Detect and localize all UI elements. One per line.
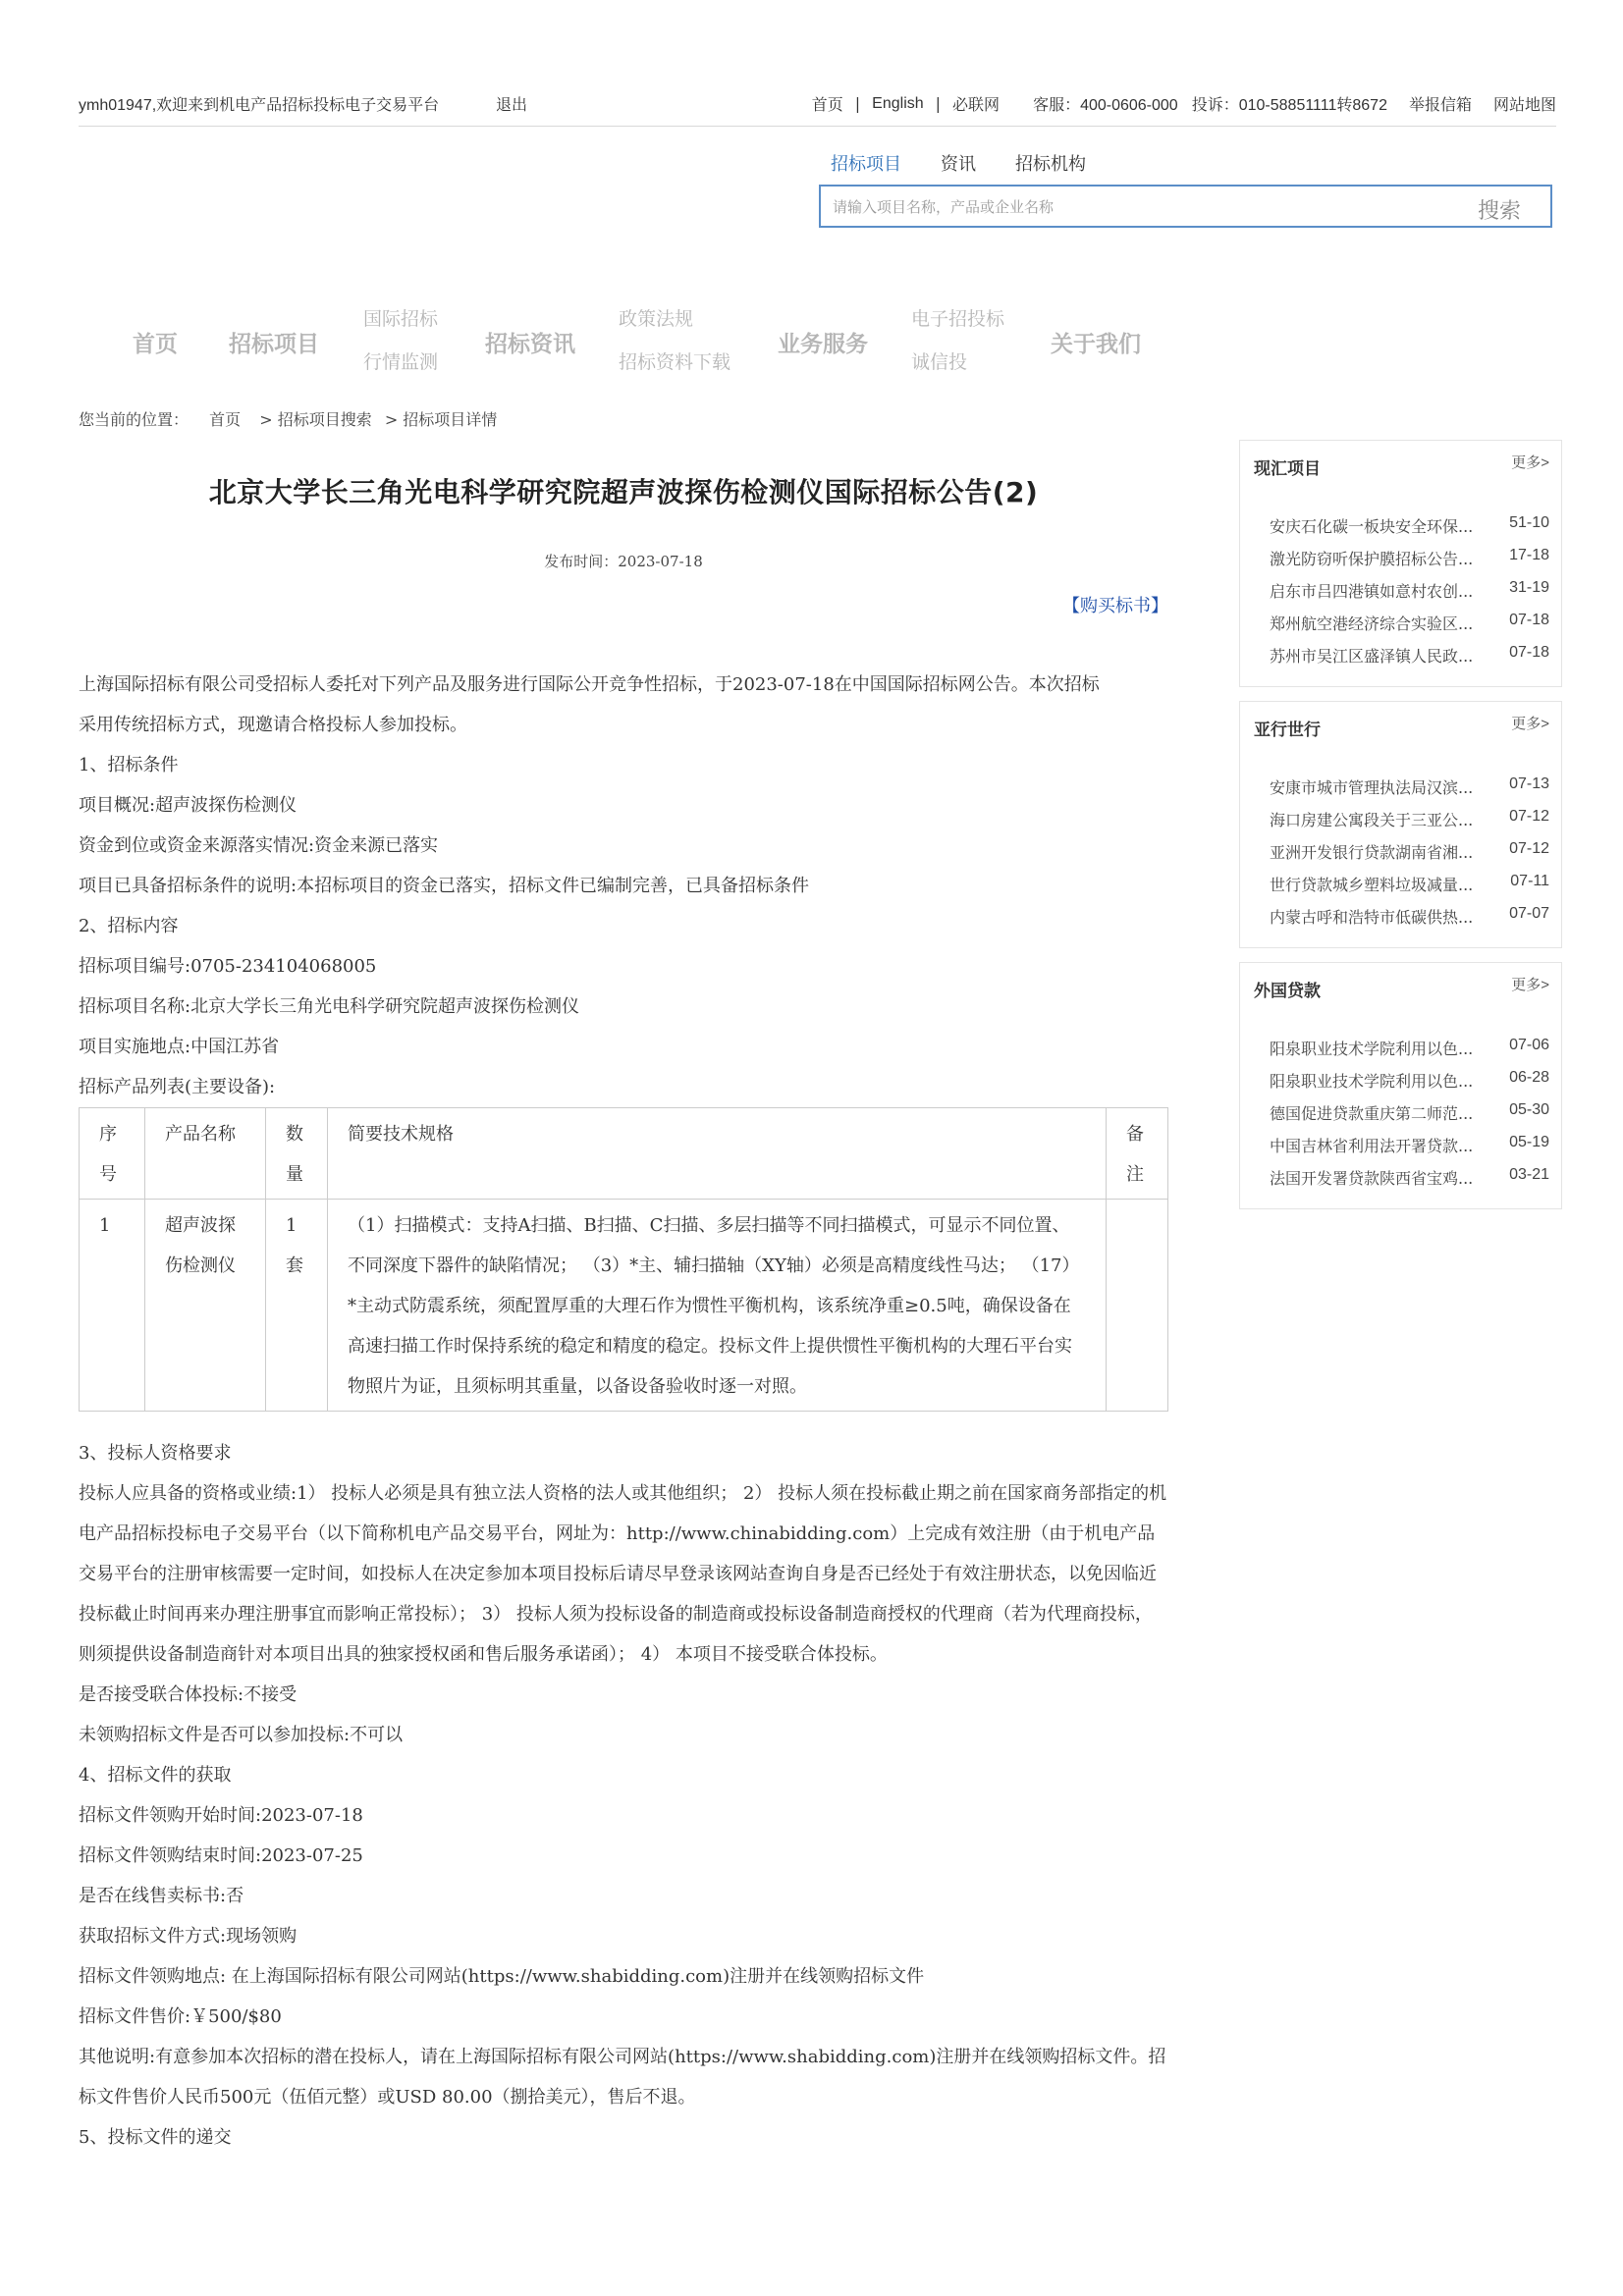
divider: | xyxy=(935,94,942,113)
item-title[interactable]: 世行贷款城乡塑料垃圾减量... xyxy=(1270,876,1474,894)
list-item[interactable] xyxy=(1270,808,1549,840)
sidebar-list xyxy=(1270,514,1549,676)
more-link[interactable]: 更多> xyxy=(1511,454,1549,471)
item-date: 17-18 xyxy=(1509,547,1549,563)
header-note: 备注 xyxy=(1107,1108,1168,1200)
item-date: 51-10 xyxy=(1509,514,1549,531)
nav-about[interactable]: 关于我们 xyxy=(1051,332,1141,357)
search-button[interactable]: 搜索 xyxy=(1477,199,1521,224)
cell-product: 超声波探伤检测仪 xyxy=(145,1200,266,1412)
nav-home[interactable]: 首页 xyxy=(133,332,178,357)
section-heading: 3、投标人资格要求 xyxy=(79,1443,232,1464)
item-title[interactable]: 海口房建公寓段关于三亚公... xyxy=(1270,811,1474,829)
sidebar-box-header xyxy=(1240,702,1561,739)
main-nav xyxy=(0,294,1623,383)
item-date: 07-12 xyxy=(1509,840,1549,857)
funds-status: 资金到位或资金来源落实情况:资金来源已落实 xyxy=(79,835,439,856)
item-title[interactable]: 苏州市吴江区盛泽镇人民政... xyxy=(1270,647,1474,666)
buy-tender-link[interactable]: 【购买标书】 xyxy=(1062,596,1168,616)
sidebar-list xyxy=(1270,1037,1549,1199)
breadcrumb xyxy=(79,407,497,430)
conditions: 项目已具备招标条件的说明:本招标项目的资金已落实，招标文件已编制完善，已具备招标条件 xyxy=(79,876,810,896)
home-link[interactable]: 首页 xyxy=(811,95,843,114)
obtain-method: 获取招标文件方式:现场领购 xyxy=(79,1926,298,1947)
item-title[interactable]: 安康市城市管理执法局汉滨... xyxy=(1270,778,1474,797)
complaint-phone: 投诉：010-58851111转8672 xyxy=(1191,97,1387,114)
obtain-location: 招标文件领购地点: 在上海国际招标有限公司网站(https://www.shabidding.com)注册并在线领购招标文件 xyxy=(79,1966,925,1987)
cell-spec: （1）扫描模式：支持A扫描、B扫描、C扫描、多层扫描等不同扫描模式，可显示不同位置、不同深度下器件的缺陷情况； （3）*主、辅扫描轴（XY轴）必须是高精度线性马达； （17）*主动式防震系统，须配置厚重的大理石作为惯性平衡机构，该系统净重≥0.5吨，确保设备在高速扫描工作时保持系统的稳定和精度的稳定。投标文件上提供惯性平衡机构的大理石平台实物照片为证，且须标明其重量，以备设备验收时逐一对照。 xyxy=(328,1200,1107,1412)
more-link[interactable]: 更多> xyxy=(1511,716,1549,732)
intro-line: 采用传统招标方式，现邀请合格投标人参加投标。 xyxy=(79,715,467,735)
item-date: 05-19 xyxy=(1509,1134,1549,1150)
header-spec: 简要技术规格 xyxy=(328,1108,1107,1200)
project-place: 项目实施地点:中国江苏省 xyxy=(79,1037,280,1057)
table-header-row xyxy=(80,1108,1168,1200)
product-table xyxy=(79,1107,1168,1412)
nav-projects[interactable]: 招标项目 xyxy=(229,332,319,357)
project-code: 招标项目编号:0705-234104068005 xyxy=(79,956,377,977)
sidebar-box-title: 现汇项目 xyxy=(1254,459,1321,479)
section-heading: 2、招标内容 xyxy=(79,916,179,936)
item-title[interactable]: 郑州航空港经济综合实验区... xyxy=(1270,614,1474,633)
header-qty: 数量 xyxy=(266,1108,328,1200)
intro-line: 上海国际招标有限公司受招标人委托对下列产品及服务进行国际公开竞争性招标，于2023-07-18在中国国际招标网公告。本次招标 xyxy=(79,674,1100,695)
item-title[interactable]: 亚洲开发银行贷款湖南省湘... xyxy=(1270,843,1474,862)
list-item[interactable] xyxy=(1270,1166,1549,1199)
search-tabs xyxy=(831,150,1086,176)
item-date: 07-12 xyxy=(1509,808,1549,825)
item-title[interactable]: 阳泉职业技术学院利用以色... xyxy=(1270,1072,1474,1091)
purchase-start: 招标文件领购开始时间:2023-07-18 xyxy=(79,1805,363,1826)
project-overview: 项目概况:超声波探伤检测仪 xyxy=(79,795,298,816)
bilian-link[interactable]: 必联网 xyxy=(952,95,1001,114)
list-item[interactable] xyxy=(1270,1069,1549,1101)
list-item[interactable] xyxy=(1270,775,1549,808)
top-links xyxy=(812,92,1556,115)
cell-note xyxy=(1107,1200,1168,1412)
logout-link[interactable]: 退出 xyxy=(496,95,528,114)
list-item[interactable] xyxy=(1270,514,1549,547)
sidebar-box-header xyxy=(1240,963,1561,1000)
page-title: 北京大学长三角光电科学研究院超声波探伤检测仪国际招标公告(2) xyxy=(208,476,1039,508)
nav-news[interactable]: 招标资讯 xyxy=(485,332,575,357)
breadcrumb-search[interactable]: > 招标项目搜索 xyxy=(259,410,372,429)
item-title[interactable]: 中国吉林省利用法开署贷款... xyxy=(1270,1137,1474,1155)
list-item[interactable] xyxy=(1270,612,1549,644)
item-date: 07-11 xyxy=(1510,873,1549,889)
item-title[interactable]: 德国促进贷款重庆第二师范... xyxy=(1270,1104,1474,1123)
sidebar-box-cash-projects xyxy=(1239,440,1562,687)
list-item[interactable] xyxy=(1270,840,1549,873)
online-sale: 是否在线售卖标书:否 xyxy=(79,1886,244,1906)
section-heading: 4、招标文件的获取 xyxy=(79,1765,232,1786)
welcome-text: ymh01947,欢迎来到机电产品招标投标电子交易平台 xyxy=(79,97,440,114)
project-name: 招标项目名称:北京大学长三角光电科学研究院超声波探伤检测仪 xyxy=(79,996,580,1017)
list-item[interactable] xyxy=(1270,579,1549,612)
item-date: 07-06 xyxy=(1509,1037,1549,1053)
item-title[interactable]: 法国开发署贷款陕西省宝鸡... xyxy=(1270,1169,1474,1188)
header-product: 产品名称 xyxy=(145,1108,266,1200)
publish-time: 发布时间：2023-07-18 xyxy=(544,553,703,570)
item-title[interactable]: 启东市吕四港镇如意村农创... xyxy=(1270,582,1474,601)
cell-no: 1 xyxy=(80,1200,145,1412)
english-link[interactable]: English xyxy=(872,94,924,112)
divider: | xyxy=(854,94,861,113)
sitemap-link[interactable]: 网站地图 xyxy=(1492,95,1556,114)
nav-monitor[interactable]: 行情监测 xyxy=(363,351,439,373)
section-heading: 5、投标文件的递交 xyxy=(79,2127,232,2148)
search-input[interactable] xyxy=(831,192,1424,222)
nav-download[interactable]: 招标资料下载 xyxy=(619,351,731,373)
breadcrumb-detail[interactable]: > 招标项目详情 xyxy=(384,410,498,429)
report-link[interactable]: 举报信箱 xyxy=(1408,95,1472,114)
item-date: 03-21 xyxy=(1509,1166,1549,1183)
item-title[interactable]: 内蒙古呼和浩特市低碳供热... xyxy=(1270,908,1474,927)
tab-news[interactable]: 资讯 xyxy=(941,154,976,175)
more-link[interactable]: 更多> xyxy=(1511,977,1549,993)
service-phone: 客服：400-0606-000 xyxy=(1033,97,1178,114)
document-price: 招标文件售价:￥500/$80 xyxy=(79,2006,282,2027)
unpurchased-rule: 未领购招标文件是否可以参加投标:不可以 xyxy=(79,1725,404,1745)
list-item[interactable] xyxy=(1270,644,1549,676)
section-heading: 1、招标条件 xyxy=(79,755,179,775)
item-date: 07-07 xyxy=(1509,905,1549,922)
sidebar-box-title: 亚行世行 xyxy=(1254,721,1321,740)
item-date: 05-30 xyxy=(1509,1101,1549,1118)
list-item[interactable] xyxy=(1270,1134,1549,1166)
item-title[interactable]: 阳泉职业技术学院利用以色... xyxy=(1270,1040,1474,1058)
nav-intl[interactable]: 国际招标 xyxy=(363,308,439,330)
article xyxy=(79,471,1168,2148)
top-bar xyxy=(79,86,1556,127)
breadcrumb-home[interactable]: 首页 xyxy=(209,410,242,429)
article-body xyxy=(79,665,1168,2158)
list-item[interactable] xyxy=(1270,905,1549,937)
consortium: 是否接受联合体投标:不接受 xyxy=(79,1684,298,1705)
list-item[interactable] xyxy=(1270,1101,1549,1134)
item-title[interactable]: 安庆石化碳一板块安全环保... xyxy=(1270,517,1474,536)
cell-qty: 1套 xyxy=(266,1200,328,1412)
item-date: 07-18 xyxy=(1509,644,1549,661)
sidebar-box-adb-wb xyxy=(1239,701,1562,948)
tab-projects[interactable]: 招标项目 xyxy=(831,154,901,175)
sidebar-box-title: 外国贷款 xyxy=(1254,982,1321,1001)
item-date: 07-13 xyxy=(1509,775,1549,792)
other-notes: 其他说明:有意参加本次招标的潜在投标人，请在上海国际招标有限公司网站(https://www.shabidding.com)注册并在线领购招标文件。招标文件售价人民币500元（伍佰元整）或USD 80.00（捌拾美元），售后不退。 xyxy=(79,2047,1166,2108)
header-no: 序号 xyxy=(80,1108,145,1200)
search-box xyxy=(819,185,1552,228)
list-item[interactable] xyxy=(1270,873,1549,905)
sidebar-list xyxy=(1270,775,1549,937)
nav-credit[interactable]: 诚信投 xyxy=(911,351,968,373)
table-row xyxy=(80,1200,1168,1412)
product-list-label: 招标产品列表(主要设备): xyxy=(79,1077,276,1097)
purchase-end: 招标文件领购结束时间:2023-07-25 xyxy=(79,1845,363,1866)
sidebar-box-header xyxy=(1240,441,1561,478)
nav-services[interactable]: 业务服务 xyxy=(778,332,868,357)
list-item[interactable] xyxy=(1270,1037,1549,1069)
item-date: 31-19 xyxy=(1509,579,1549,596)
item-date: 06-28 xyxy=(1509,1069,1549,1086)
sidebar-box-foreign-loans xyxy=(1239,962,1562,1209)
qualification-text: 投标人应具备的资格或业绩:1） 投标人必须是具有独立法人资格的法人或其他组织； 2） 投标人须在投标截止期之前在国家商务部指定的机电产品招标投标电子交易平台（以下简称机电产品交易平台，网址为：http://www.chinabidding.com）上完成有效注册（由于机电产品交易平台的注册审核需要一定时间，如投标人在决定参加本项目投标后请尽早登录该网站查询自身是否已经处于有效注册状态，以免因临近投标截止时间再来办理注册事宜而影响正常投标）； 3） 投标人须为投标设备的制造商或投标设备制造商授权的代理商（若为代理商投标，则须提供设备制造商针对本项目出具的独家授权函和售后服务承诺函）； 4） 本项目不接受联合体投标。 xyxy=(79,1483,1167,1665)
item-title[interactable]: 激光防窃听保护膜招标公告... xyxy=(1270,550,1474,568)
nav-policy[interactable]: 政策法规 xyxy=(619,308,694,330)
list-item[interactable] xyxy=(1270,547,1549,579)
tab-agencies[interactable]: 招标机构 xyxy=(1015,154,1086,175)
breadcrumb-prefix: 您当前的位置： xyxy=(79,410,189,429)
item-date: 07-18 xyxy=(1509,612,1549,628)
nav-ebid[interactable]: 电子招投标 xyxy=(911,308,1005,330)
